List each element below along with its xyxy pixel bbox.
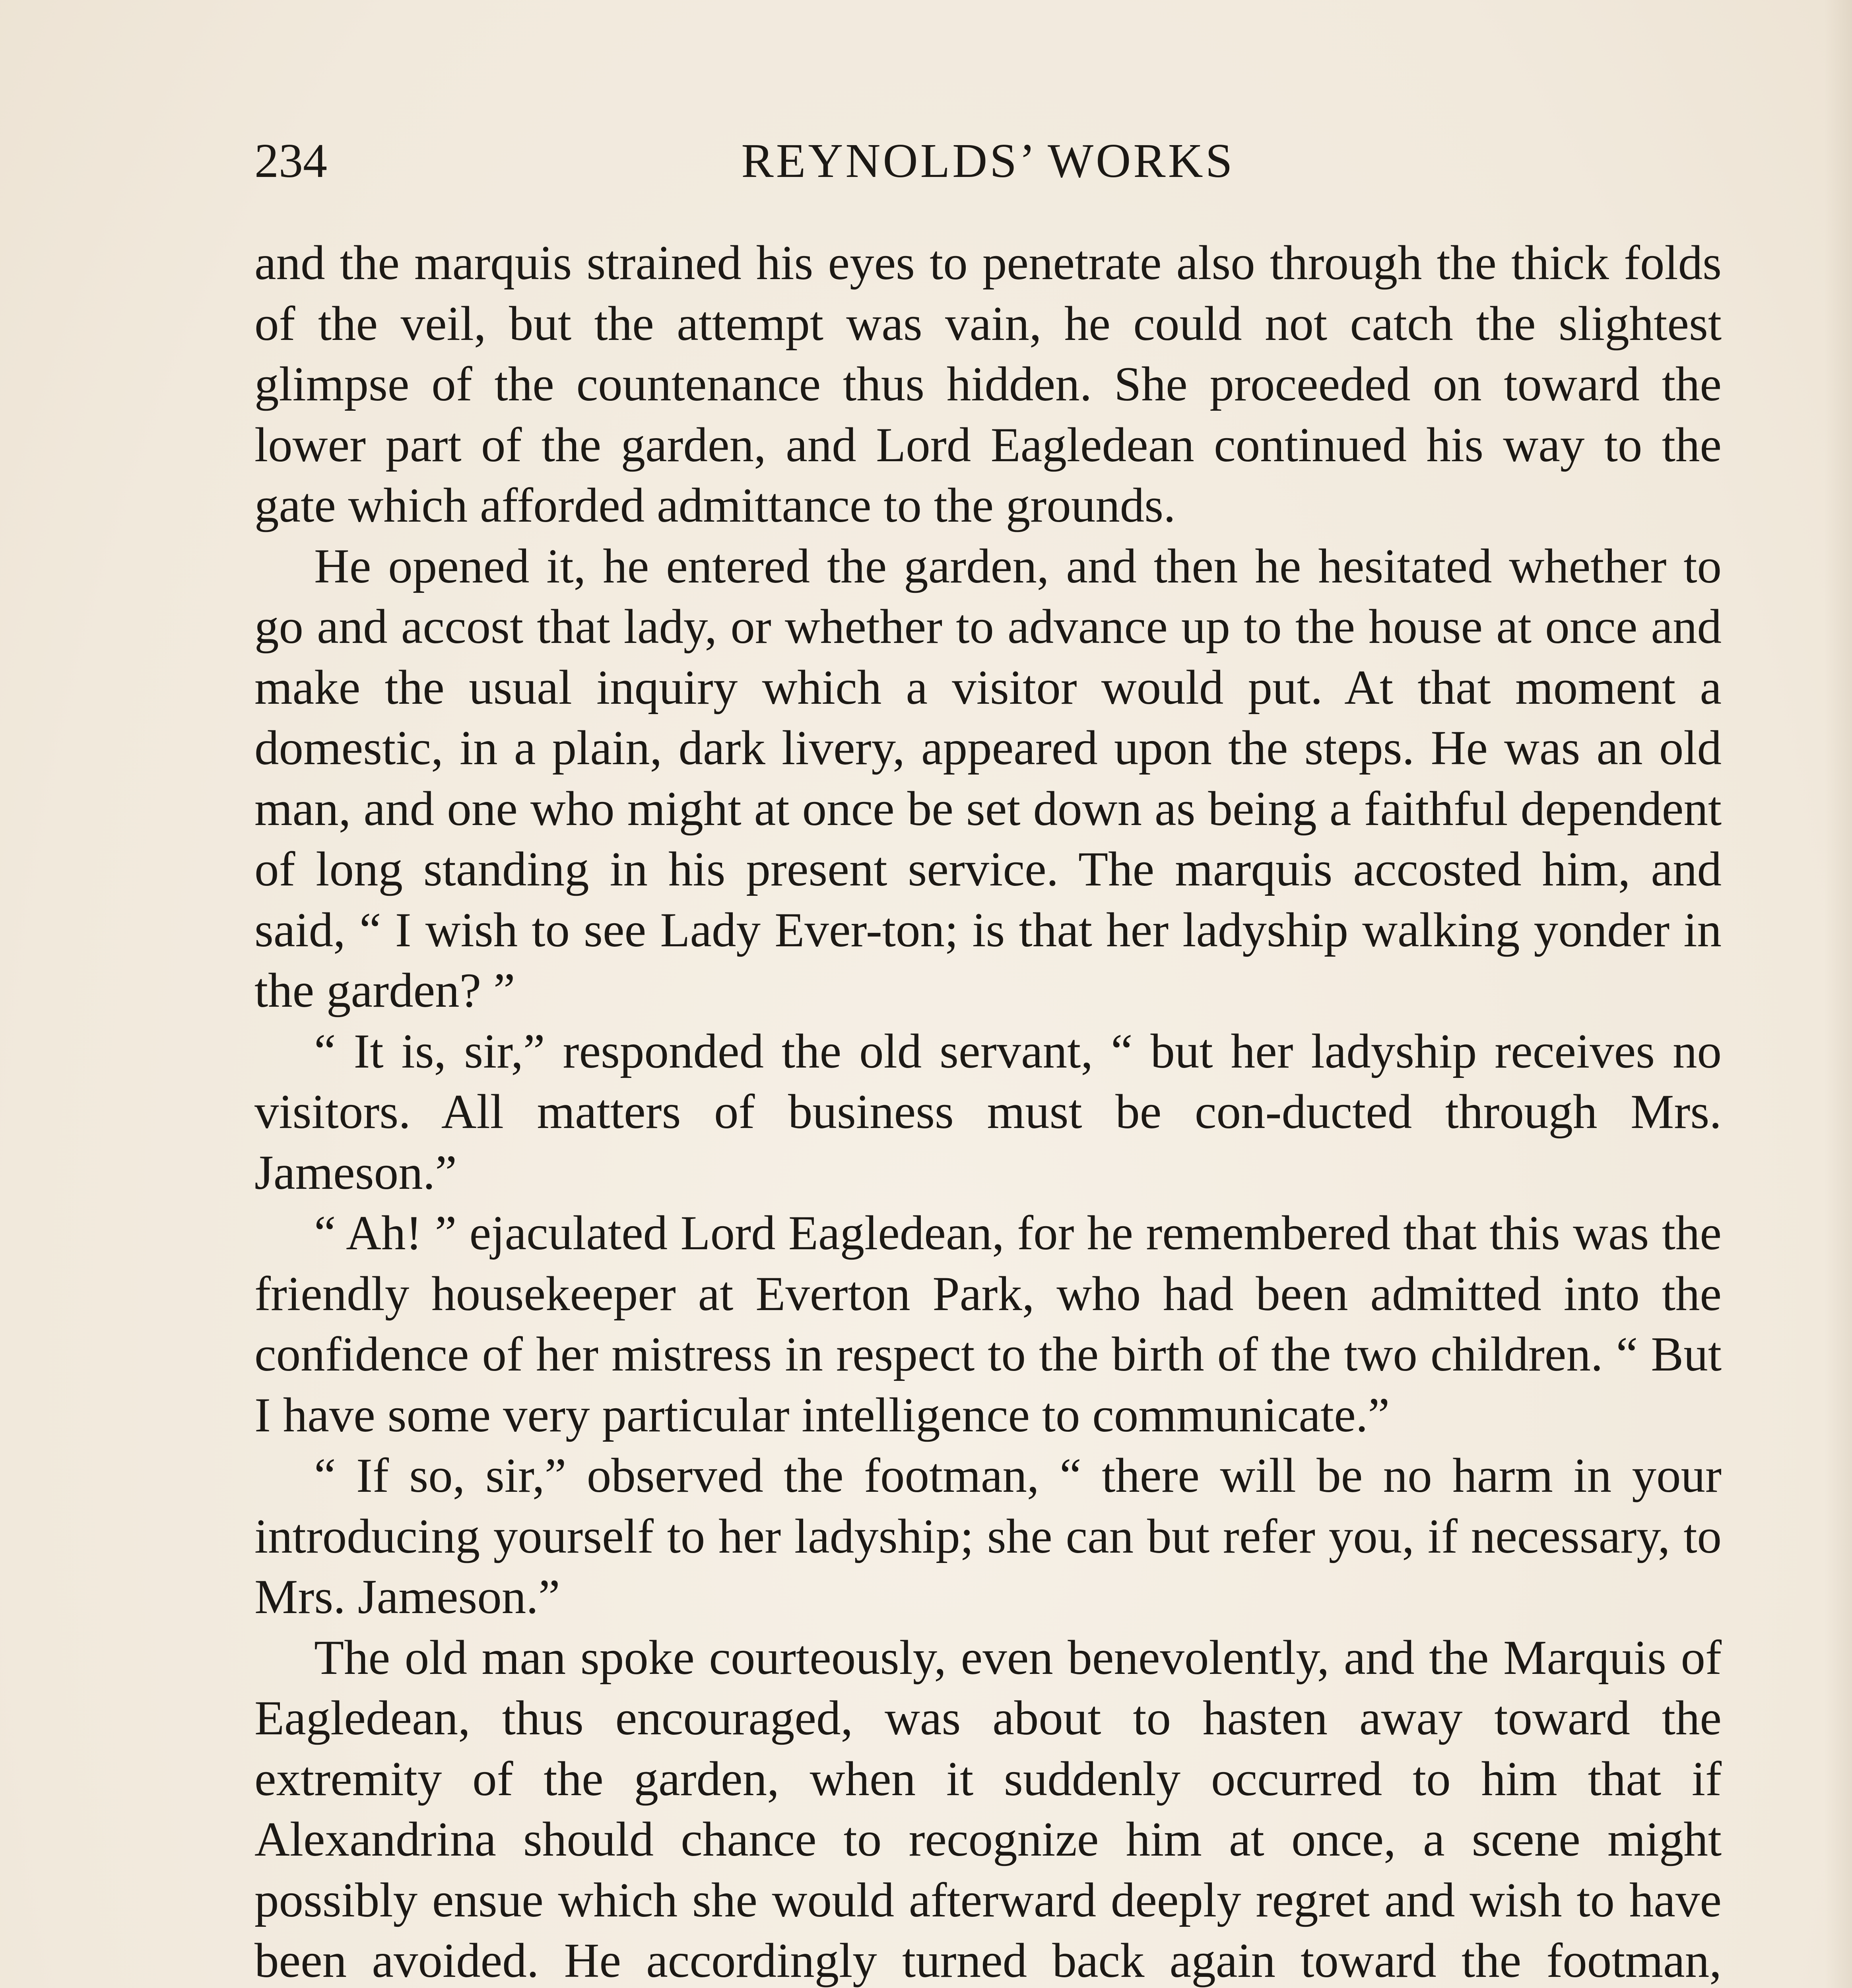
paragraph-5: “ If so, sir,” observed the footman, “ there will be no harm in your introducing yourself to her ladyship; she can but refer you, if necessary, to Mrs. Jameson.”: [254, 1448, 1722, 1624]
paragraph-4: “ Ah! ” ejaculated Lord Eagledean, for he remembered that this was the friendly housekeeper at Everton Park, who had been admitted into the confidence of her mistress in respect to the birth of the two children. “ But I have some very particular intelligence to communicate.”: [254, 1206, 1722, 1442]
body-text: [254, 233, 1722, 1988]
paragraph-6: The old man spoke courteously, even benevolently, and the Marquis of Eagledean, thus encouraged, was about to hasten away toward the extremity of the garden, when it suddenly occurred to him that if Alexandrina should chance to recognize him at once, a scene might possibly ensue which she would afterward deeply regret and wish to have been avoided. He accordingly turned back again toward the footman,: [254, 1630, 1722, 1988]
paragraph-2: He opened it, he entered the garden, and then he hesitated whether to go and accost that lady, or whether to advance up to the house at once and make the usual inquiry which a visitor would put. At that moment a domestic, in a plain, dark livery, appeared upon the steps. He was an old man, and one who might at once be set down as being a faithful dependent of long standing in his present service. The marquis accosted him, and said, “ I wish to see Lady Ever-ton; is that her ladyship walking yonder in the garden? ”: [254, 538, 1722, 1017]
page-header: [254, 131, 1722, 191]
running-head: REYNOLDS’ WORKS: [741, 134, 1235, 188]
page-number: 234: [254, 134, 327, 188]
paragraph-3: “ It is, sir,” responded the old servant, “ but her ladyship receives no visitors. All matters of business must be con-ducted through Mrs. Jameson.”: [254, 1023, 1722, 1200]
paragraph-1: and the marquis strained his eyes to penetrate also through the thick folds of the veil, but the attempt was vain, he could not catch the slightest glimpse of the countenance thus hidden. She proceeded on toward the lower part of the garden, and Lord Eagledean continued his way to the gate which afforded admittance to the grounds.: [254, 235, 1722, 532]
page-edge-shadow: [1824, 0, 1852, 1988]
